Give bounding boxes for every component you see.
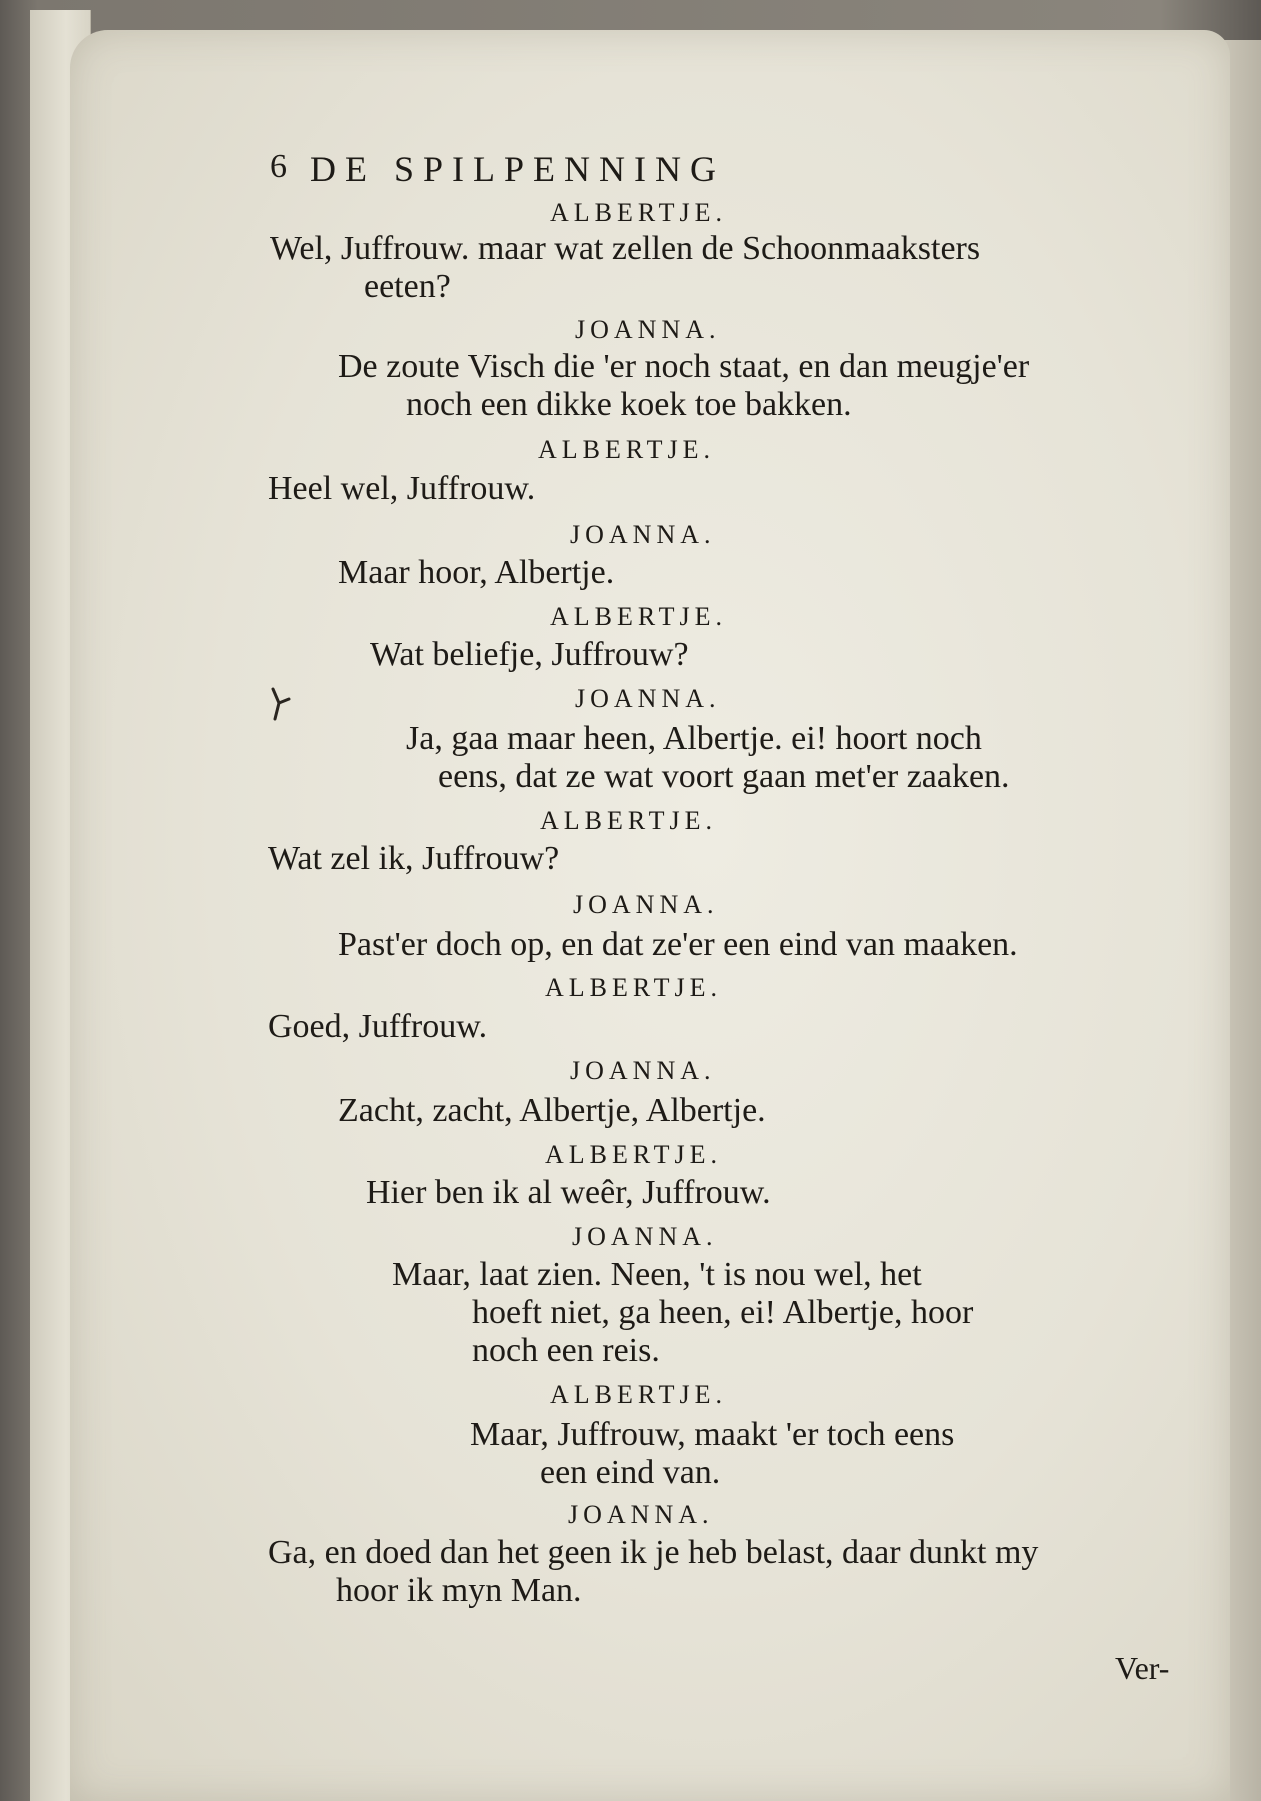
catchword: Ver- xyxy=(1115,1650,1170,1686)
dialogue-line: De zoute Visch die 'er noch staat, en dan meugje'er xyxy=(338,348,1030,385)
dialogue-line: Zacht, zacht, Albertje, Albertje. xyxy=(338,1092,766,1129)
speaker-joanna: JOANNA. xyxy=(568,1500,714,1529)
speaker-joanna: JOANNA. xyxy=(572,1222,718,1251)
dialogue-line: Maar, Juffrouw, maakt 'er toch eens xyxy=(470,1416,955,1453)
dialogue-line: noch een dikke koek toe bakken. xyxy=(406,386,852,423)
speaker-joanna: JOANNA. xyxy=(575,684,721,713)
dialogue-line: Wat beliefje, Juffrouw? xyxy=(370,636,689,673)
book-page xyxy=(70,30,1230,1801)
dialogue-line: Maar hoor, Albertje. xyxy=(338,554,615,591)
speaker-albertje: ALBERTJE. xyxy=(540,806,718,835)
dialogue-line: een eind van. xyxy=(540,1454,721,1491)
page-number: 6 xyxy=(270,148,287,185)
margin-ink-mark xyxy=(265,685,295,725)
speaker-albertje: ALBERTJE. xyxy=(550,602,728,631)
speaker-albertje: ALBERTJE. xyxy=(550,1380,728,1409)
dialogue-line: Past'er doch op, en dat ze'er een eind van maaken. xyxy=(338,926,1018,963)
dialogue-line: eeten? xyxy=(364,268,451,305)
speaker-joanna: JOANNA. xyxy=(575,315,721,344)
dialogue-line: Wel, Juffrouw. maar wat zellen de Schoonmaaksters xyxy=(270,230,981,267)
speaker-joanna: JOANNA. xyxy=(570,520,716,549)
speaker-joanna: JOANNA. xyxy=(570,1056,716,1085)
dialogue-line: eens, dat ze wat voort gaan met'er zaaken. xyxy=(438,758,1010,795)
dialogue-line: hoor ik myn Man. xyxy=(336,1572,582,1609)
running-head: DE SPILPENNING xyxy=(310,149,726,189)
speaker-albertje: ALBERTJE. xyxy=(545,973,723,1002)
dialogue-line: Ja, gaa maar heen, Albertje. ei! hoort noch xyxy=(406,720,982,757)
dialogue-line: Heel wel, Juffrouw. xyxy=(268,470,536,507)
dialogue-line: Wat zel ik, Juffrouw? xyxy=(268,840,560,877)
dialogue-line: Hier ben ik al weêr, Juffrouw. xyxy=(366,1174,771,1211)
speaker-albertje: ALBERTJE. xyxy=(550,198,728,227)
dialogue-line: Maar, laat zien. Neen, 't is nou wel, het xyxy=(392,1256,922,1293)
speaker-albertje: ALBERTJE. xyxy=(545,1140,723,1169)
speaker-joanna: JOANNA. xyxy=(573,890,719,919)
speaker-albertje: ALBERTJE. xyxy=(538,435,716,464)
dialogue-line: hoeft niet, ga heen, ei! Albertje, hoor xyxy=(472,1294,974,1331)
dialogue-line: noch een reis. xyxy=(472,1332,660,1369)
dialogue-line: Ga, en doed dan het geen ik je heb belast, daar dunkt my xyxy=(268,1534,1039,1571)
dialogue-line: Goed, Juffrouw. xyxy=(268,1008,488,1045)
